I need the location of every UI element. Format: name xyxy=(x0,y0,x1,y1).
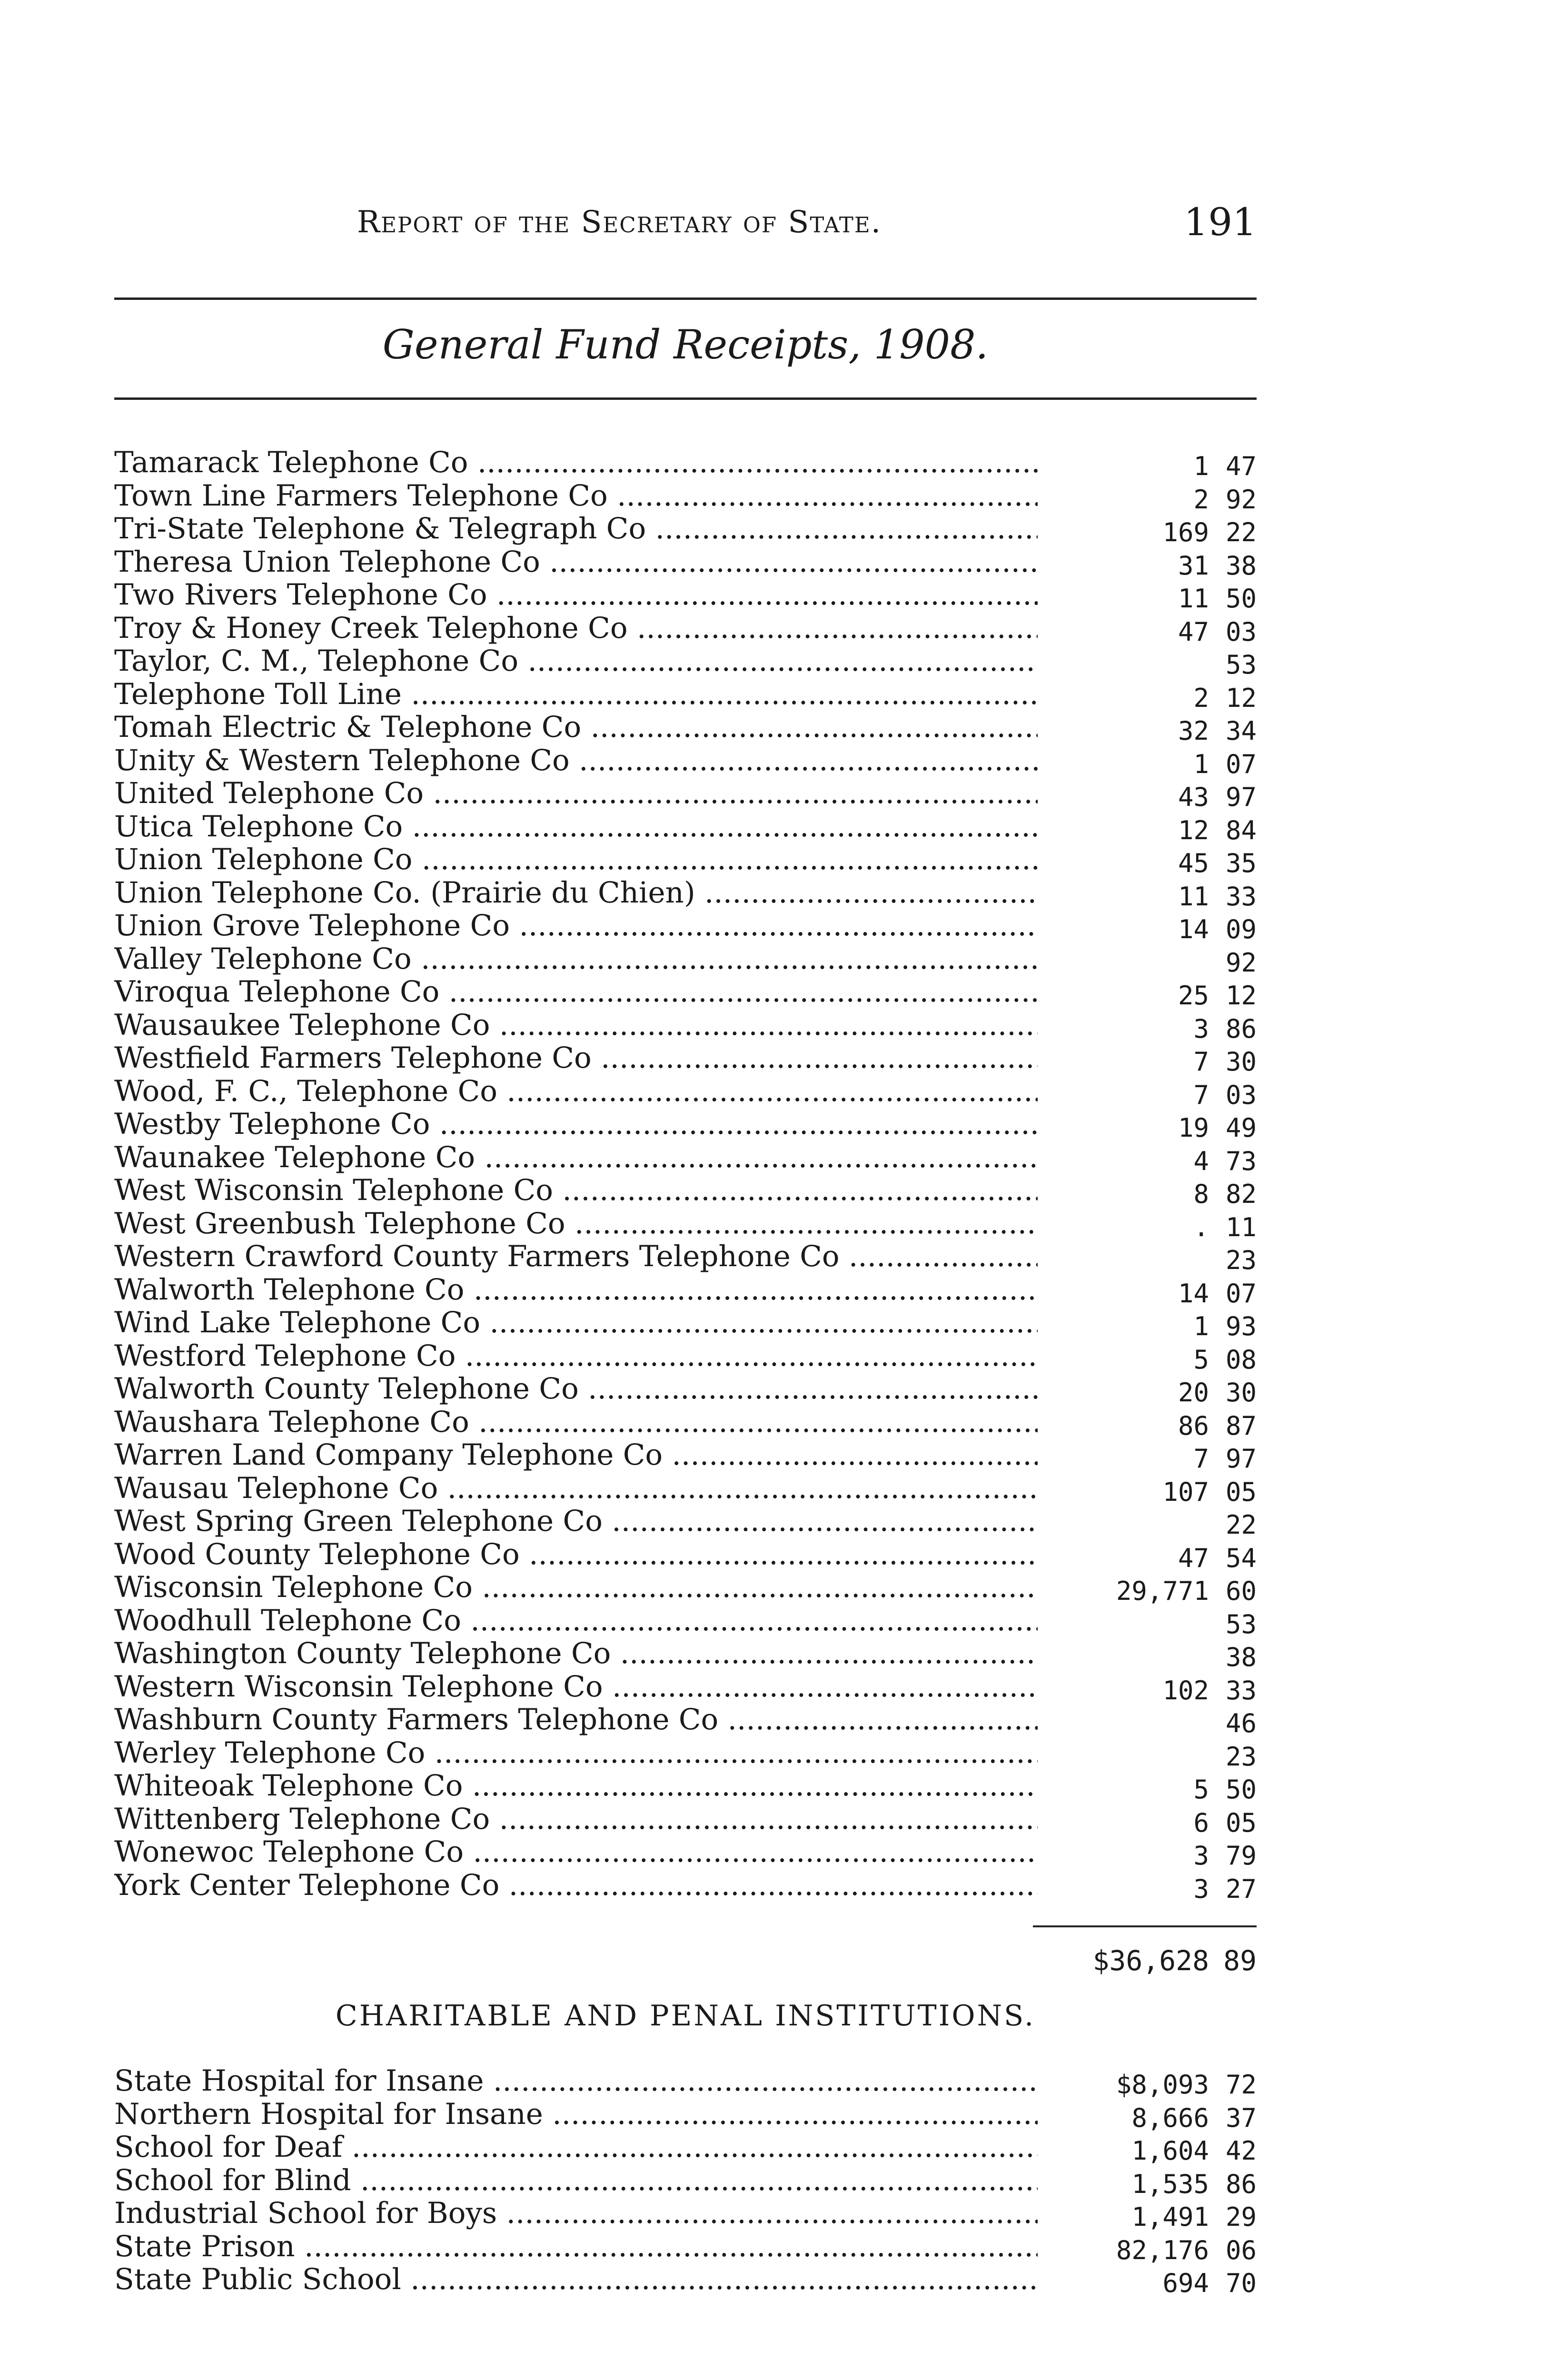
entry-name: School for Deaf ..... xyxy=(114,2131,1038,2164)
entry-cents: 87 xyxy=(1225,1410,1257,1441)
entry-cents: 06 xyxy=(1225,2235,1257,2265)
entry-cents: 49 xyxy=(1225,1113,1257,1143)
total-rule xyxy=(1033,1925,1257,1927)
table-row xyxy=(114,1372,1257,1406)
entry-name: Waunakee Telephone Co ..... xyxy=(114,1141,1038,1174)
entry-dollars: 11 xyxy=(1178,584,1209,614)
entry-name: Theresa Union Telephone Co ..... xyxy=(114,545,1038,579)
entry-dollars: $8,093 xyxy=(1116,2070,1209,2100)
entry-dollars: 14 xyxy=(1178,1278,1209,1309)
entry-dollars: 47 xyxy=(1178,616,1209,647)
table-row xyxy=(114,975,1257,1009)
table-row xyxy=(114,1571,1257,1604)
entry-name: Warren Land Company Telephone Co ..... xyxy=(114,1438,1038,1472)
entry-name: Tri-State Telephone & Telegraph Co ..... xyxy=(114,512,1038,545)
table-row xyxy=(114,2230,1257,2263)
entry-cents: 35 xyxy=(1225,848,1257,878)
entry-name: Walworth Telephone Co ..... xyxy=(114,1273,1038,1307)
entry-dollars: 82,176 xyxy=(1116,2235,1209,2265)
entry-cents: 70 xyxy=(1225,2268,1257,2298)
entry-cents: 27 xyxy=(1225,1874,1257,1904)
entry-cents: 47 xyxy=(1225,451,1257,481)
table-row xyxy=(114,612,1257,645)
entry-name: State Prison ..... xyxy=(114,2230,1038,2263)
entry-dollars: 8 xyxy=(1193,1179,1209,1209)
entry-dollars: 169 xyxy=(1162,517,1209,547)
entry-name: Northern Hospital for Insane ..... xyxy=(114,2098,1038,2131)
table-row xyxy=(114,711,1257,744)
entry-cents: 23 xyxy=(1225,1741,1257,1772)
entry-dollars: 1 xyxy=(1193,451,1209,481)
running-head xyxy=(114,200,1257,252)
entry-dollars: 7 xyxy=(1193,1080,1209,1110)
entry-dollars: 3 xyxy=(1193,1874,1209,1904)
entry-cents: 12 xyxy=(1225,683,1257,713)
running-title: Report of the Secretary of State. xyxy=(357,205,882,240)
entry-name: Taylor, C. M., Telephone Co ..... xyxy=(114,645,1038,678)
entry-cents: 03 xyxy=(1225,1080,1257,1110)
entry-dollars: 86 xyxy=(1178,1410,1209,1441)
entry-dollars: 1,604 xyxy=(1131,2136,1209,2166)
entry-cents: 38 xyxy=(1225,1642,1257,1672)
table-row xyxy=(114,2098,1257,2131)
table-row xyxy=(114,2263,1257,2296)
entry-name: School for Blind ..... xyxy=(114,2164,1038,2197)
table-row xyxy=(114,1207,1257,1240)
entry-name: Waushara Telephone Co ..... xyxy=(114,1406,1038,1439)
entry-name: Wittenberg Telephone Co ..... xyxy=(114,1803,1038,1836)
entry-name: United Telephone Co ..... xyxy=(114,777,1038,810)
entry-name: Tamarack Telephone Co ..... xyxy=(114,446,1038,479)
entry-cents: 54 xyxy=(1225,1543,1257,1573)
entry-cents: 37 xyxy=(1225,2102,1257,2133)
table-row xyxy=(114,843,1257,876)
entry-dollars: 43 xyxy=(1178,782,1209,812)
table-row xyxy=(114,645,1257,678)
table-row xyxy=(114,1835,1257,1869)
table-row xyxy=(114,1736,1257,1770)
entry-dollars: 102 xyxy=(1162,1675,1209,1706)
table-row xyxy=(114,876,1257,910)
table-row xyxy=(114,1240,1257,1273)
table-row xyxy=(114,1075,1257,1108)
entry-cents: 92 xyxy=(1225,947,1257,978)
table-row xyxy=(114,1505,1257,1538)
table-row xyxy=(114,1009,1257,1042)
entry-dollars: 20 xyxy=(1178,1378,1209,1408)
section-rule xyxy=(114,397,1257,400)
entry-name: Western Crawford County Farmers Telephone Co ..... xyxy=(114,1240,1038,1273)
table-row xyxy=(114,909,1257,942)
entry-cents: 79 xyxy=(1225,1841,1257,1871)
table-row xyxy=(114,1769,1257,1803)
entry-cents: 42 xyxy=(1225,2136,1257,2166)
entry-cents: 46 xyxy=(1225,1708,1257,1738)
table-row xyxy=(114,2164,1257,2197)
entry-dollars: 1,535 xyxy=(1131,2169,1209,2199)
table-row xyxy=(114,1637,1257,1670)
entry-name: Wausau Telephone Co ..... xyxy=(114,1472,1038,1505)
table-row xyxy=(114,810,1257,843)
table-row xyxy=(114,1670,1257,1704)
table-row xyxy=(114,678,1257,711)
entry-dollars: 11 xyxy=(1178,881,1209,912)
table-row xyxy=(114,1406,1257,1439)
entry-name: Union Telephone Co ..... xyxy=(114,843,1038,876)
table-row xyxy=(114,942,1257,976)
entry-name: Two Rivers Telephone Co ..... xyxy=(114,578,1038,612)
table-row xyxy=(114,1141,1257,1174)
entry-cents: 08 xyxy=(1225,1344,1257,1375)
entry-name: Industrial School for Boys ..... xyxy=(114,2197,1038,2230)
entry-dollars: 6 xyxy=(1193,1807,1209,1838)
entry-name: West Greenbush Telephone Co ..... xyxy=(114,1207,1038,1240)
entry-dollars: 694 xyxy=(1162,2268,1209,2298)
entry-cents: 53 xyxy=(1225,1609,1257,1639)
institutions-receipts-list xyxy=(114,2064,1257,2296)
table-row xyxy=(114,1472,1257,1505)
entry-name: Westfield Farmers Telephone Co ..... xyxy=(114,1041,1038,1075)
table-row xyxy=(114,1174,1257,1207)
entry-cents: 05 xyxy=(1225,1807,1257,1838)
entry-dollars: 4 xyxy=(1193,1146,1209,1176)
entry-cents: 12 xyxy=(1225,981,1257,1011)
table-row xyxy=(114,1803,1257,1836)
table-row xyxy=(114,479,1257,513)
entry-dollars: 107 xyxy=(1162,1477,1209,1507)
entry-cents: 73 xyxy=(1225,1146,1257,1176)
entry-cents: 82 xyxy=(1225,1179,1257,1209)
total-dollars: $36,628 xyxy=(1092,1944,1209,1977)
entry-name: State Hospital for Insane ..... xyxy=(114,2064,1038,2098)
entry-name: Werley Telephone Co ..... xyxy=(114,1736,1038,1770)
entry-dollars: . xyxy=(1193,1212,1209,1242)
section-title: General Fund Receipts, 1908. xyxy=(382,321,989,368)
entry-name: Washburn County Farmers Telephone Co ..... xyxy=(114,1703,1038,1736)
entry-name: Unity & Western Telephone Co ..... xyxy=(114,744,1038,777)
entry-name: Wood County Telephone Co ..... xyxy=(114,1538,1038,1571)
total-cents: 89 xyxy=(1223,1944,1257,1977)
table-row xyxy=(114,777,1257,810)
entry-dollars: 29,771 xyxy=(1116,1576,1209,1606)
table-row xyxy=(114,2131,1257,2164)
table-row xyxy=(114,1273,1257,1307)
total-line xyxy=(1038,1944,1257,1983)
entry-cents: 34 xyxy=(1225,716,1257,746)
entry-dollars: 1 xyxy=(1193,749,1209,779)
entry-cents: 72 xyxy=(1225,2070,1257,2100)
entry-name: Troy & Honey Creek Telephone Co ..... xyxy=(114,612,1038,645)
entry-cents: 30 xyxy=(1225,1047,1257,1077)
table-row xyxy=(114,446,1257,479)
entry-name: Tomah Electric & Telephone Co ..... xyxy=(114,711,1038,744)
table-row xyxy=(114,744,1257,777)
entry-dollars: 5 xyxy=(1193,1344,1209,1375)
entry-cents: 33 xyxy=(1225,881,1257,912)
entry-name: Walworth County Telephone Co ..... xyxy=(114,1372,1038,1406)
entry-dollars: 3 xyxy=(1193,1013,1209,1044)
entry-dollars: 47 xyxy=(1178,1543,1209,1573)
entry-cents: 29 xyxy=(1225,2202,1257,2232)
entry-name: Wind Lake Telephone Co ..... xyxy=(114,1306,1038,1339)
institutions-heading: CHARITABLE AND PENAL INSTITUTIONS. xyxy=(335,1999,1036,2033)
entry-name: Wonewoc Telephone Co ..... xyxy=(114,1835,1038,1869)
entry-name: Town Line Farmers Telephone Co ..... xyxy=(114,479,1038,513)
table-row xyxy=(114,2064,1257,2098)
entry-dollars: 45 xyxy=(1178,848,1209,878)
entry-cents: 03 xyxy=(1225,616,1257,647)
entry-dollars: 1,491 xyxy=(1131,2202,1209,2232)
entry-cents: 86 xyxy=(1225,2169,1257,2199)
table-row xyxy=(114,1703,1257,1736)
entry-cents: 84 xyxy=(1225,815,1257,845)
entry-dollars: 25 xyxy=(1178,981,1209,1011)
entry-name: Union Telephone Co. (Prairie du Chien) ..... xyxy=(114,876,1038,910)
entry-name: Western Wisconsin Telephone Co ..... xyxy=(114,1670,1038,1704)
entry-name: Union Grove Telephone Co ..... xyxy=(114,909,1038,942)
entry-cents: 97 xyxy=(1225,1444,1257,1474)
table-row xyxy=(114,1108,1257,1141)
entry-name: Wausaukee Telephone Co ..... xyxy=(114,1009,1038,1042)
entry-cents: 50 xyxy=(1225,1775,1257,1805)
entry-name: Whiteoak Telephone Co ..... xyxy=(114,1769,1038,1803)
entry-cents: 33 xyxy=(1225,1675,1257,1706)
entry-cents: 07 xyxy=(1225,749,1257,779)
entry-cents: 11 xyxy=(1225,1212,1257,1242)
entry-cents: 50 xyxy=(1225,584,1257,614)
entry-name: West Spring Green Telephone Co ..... xyxy=(114,1505,1038,1538)
telephone-receipts-list xyxy=(114,446,1257,1902)
entry-cents: 05 xyxy=(1225,1477,1257,1507)
entry-dollars: 7 xyxy=(1193,1047,1209,1077)
entry-dollars: 1 xyxy=(1193,1311,1209,1341)
entry-name: West Wisconsin Telephone Co ..... xyxy=(114,1174,1038,1207)
entry-cents: 38 xyxy=(1225,550,1257,581)
entry-name: Westford Telephone Co ..... xyxy=(114,1339,1038,1373)
entry-name: Woodhull Telephone Co ..... xyxy=(114,1604,1038,1637)
table-row xyxy=(114,545,1257,579)
entry-cents: 23 xyxy=(1225,1245,1257,1275)
entry-cents: 53 xyxy=(1225,650,1257,680)
table-row xyxy=(114,1041,1257,1075)
entry-cents: 60 xyxy=(1225,1576,1257,1606)
table-row xyxy=(114,1538,1257,1571)
entry-name: Washington County Telephone Co ..... xyxy=(114,1637,1038,1670)
table-row xyxy=(114,1604,1257,1637)
table-row xyxy=(114,2197,1257,2230)
table-row xyxy=(114,1438,1257,1472)
entry-name: Viroqua Telephone Co ..... xyxy=(114,975,1038,1009)
entry-name: Wood, F. C., Telephone Co ..... xyxy=(114,1075,1038,1108)
entry-cents: 97 xyxy=(1225,782,1257,812)
entry-name: Valley Telephone Co ..... xyxy=(114,942,1038,976)
entry-cents: 22 xyxy=(1225,517,1257,547)
entry-name: Telephone Toll Line ..... xyxy=(114,678,1038,711)
entry-dollars: 8,666 xyxy=(1131,2102,1209,2133)
entry-cents: 92 xyxy=(1225,484,1257,515)
entry-cents: 07 xyxy=(1225,1278,1257,1309)
entry-dollars: 31 xyxy=(1178,550,1209,581)
entry-dollars: 14 xyxy=(1178,914,1209,944)
entry-cents: 22 xyxy=(1225,1510,1257,1540)
entry-dollars: 2 xyxy=(1193,484,1209,515)
entry-dollars: 19 xyxy=(1178,1113,1209,1143)
entry-dollars: 12 xyxy=(1178,815,1209,845)
page-number: 191 xyxy=(1184,200,1257,244)
entry-dollars: 32 xyxy=(1178,716,1209,746)
entry-name: State Public School ..... xyxy=(114,2263,1038,2296)
entry-name: York Center Telephone Co ..... xyxy=(114,1869,1038,1902)
table-row xyxy=(114,512,1257,545)
entry-dollars: 7 xyxy=(1193,1444,1209,1474)
entry-name: Wisconsin Telephone Co ..... xyxy=(114,1571,1038,1604)
entry-cents: 30 xyxy=(1225,1378,1257,1408)
table-row xyxy=(114,1339,1257,1373)
entry-dollars: 5 xyxy=(1193,1775,1209,1805)
entry-cents: 09 xyxy=(1225,914,1257,944)
table-row xyxy=(114,1869,1257,1902)
table-row xyxy=(114,578,1257,612)
top-rule xyxy=(114,298,1257,300)
entry-cents: 93 xyxy=(1225,1311,1257,1341)
entry-name: Westby Telephone Co ..... xyxy=(114,1108,1038,1141)
table-row xyxy=(114,1306,1257,1339)
entry-name: Utica Telephone Co ..... xyxy=(114,810,1038,843)
entry-dollars: 2 xyxy=(1193,683,1209,713)
entry-cents: 86 xyxy=(1225,1013,1257,1044)
entry-dollars: 3 xyxy=(1193,1841,1209,1871)
